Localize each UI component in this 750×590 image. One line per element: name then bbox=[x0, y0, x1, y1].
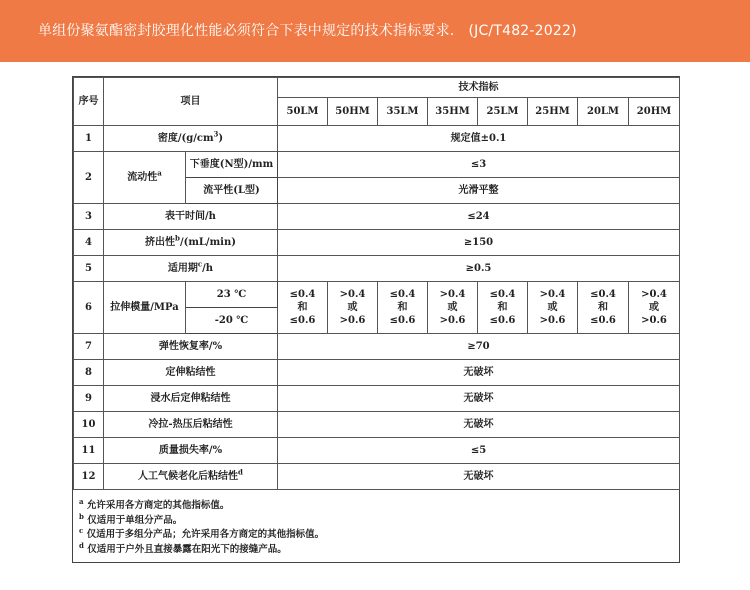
modulus-line: ≤0.6 bbox=[389, 315, 416, 326]
table-row bbox=[74, 126, 680, 152]
modulus-line: 或 bbox=[447, 302, 458, 313]
modulus-line: ≤0.4 bbox=[489, 289, 516, 300]
row-value: ≤3 bbox=[278, 152, 680, 178]
row-no: 7 bbox=[74, 334, 104, 360]
modulus-line: 和 bbox=[497, 302, 508, 313]
header-no: 序号 bbox=[74, 78, 104, 126]
row-item: 弹性恢复率/% bbox=[104, 334, 278, 360]
row-no: 11 bbox=[74, 438, 104, 464]
row-value: 无破坏 bbox=[278, 464, 680, 490]
row-no: 6 bbox=[74, 282, 104, 334]
row-value: 无破坏 bbox=[278, 360, 680, 386]
table-notes bbox=[79, 496, 669, 557]
modulus-line: ≤0.6 bbox=[590, 315, 616, 326]
header-tech: 技术指标 bbox=[278, 78, 680, 98]
row-temp: -20 ℃ bbox=[186, 308, 278, 334]
row-temp: 23 ℃ bbox=[186, 282, 278, 308]
table-row bbox=[74, 464, 680, 490]
note-text: 允许采用各方商定的其他指标值。 bbox=[86, 500, 230, 511]
row-subitem: 下垂度(N型)/mm bbox=[186, 152, 278, 178]
modulus-line: ≤0.4 bbox=[389, 289, 416, 300]
row-item-sup: b bbox=[175, 233, 180, 243]
note-text: 仅适用于户外且直接暴露在阳光下的接缝产品。 bbox=[87, 543, 287, 555]
note-line bbox=[79, 525, 669, 543]
row-item-end: /(mL/min) bbox=[179, 237, 236, 248]
row-item: 定伸粘结性 bbox=[104, 360, 278, 386]
header-row-1 bbox=[74, 78, 680, 98]
grade-cell: 35LM bbox=[378, 98, 428, 126]
table-row bbox=[74, 204, 680, 230]
table-row bbox=[74, 152, 680, 178]
modulus-line: >0.4 bbox=[539, 289, 566, 300]
table-row bbox=[74, 412, 680, 438]
row-value: ≤5 bbox=[278, 438, 680, 464]
note-text: 仅适用于单组分产品。 bbox=[87, 514, 183, 526]
row-no: 8 bbox=[74, 360, 104, 386]
row-no: 3 bbox=[74, 204, 104, 230]
modulus-line: >0.6 bbox=[339, 315, 366, 326]
table-row bbox=[74, 438, 680, 464]
grade-cell: 50HM bbox=[328, 98, 378, 126]
row-no: 2 bbox=[74, 152, 104, 204]
modulus-line: >0.6 bbox=[641, 315, 667, 326]
note-mark: c bbox=[79, 525, 84, 535]
row-no: 5 bbox=[74, 256, 104, 282]
note-mark: a bbox=[79, 496, 84, 506]
row-value: ≥150 bbox=[278, 230, 680, 256]
row-item-text: 适用期 bbox=[167, 263, 198, 274]
grade-cell: 25HM bbox=[528, 98, 578, 126]
note-line bbox=[79, 511, 669, 529]
row-item bbox=[104, 152, 186, 204]
modulus-line: 或 bbox=[547, 302, 558, 313]
row-item-sup: d bbox=[238, 467, 243, 477]
grade-cell: 20LM bbox=[578, 98, 629, 126]
row-value: 光滑平整 bbox=[278, 178, 680, 204]
row-item-text: 人工气候老化后粘结性 bbox=[138, 471, 239, 482]
grade-cell: 20HM bbox=[629, 98, 680, 126]
row-subitem: 流平性(L型) bbox=[186, 178, 278, 204]
modulus-line: ≤0.4 bbox=[590, 289, 616, 300]
grade-cell: 50LM bbox=[278, 98, 328, 126]
note-mark: b bbox=[79, 511, 84, 521]
row-value: 无破坏 bbox=[278, 412, 680, 438]
row-item-end: ) bbox=[218, 133, 224, 144]
row-item bbox=[104, 230, 278, 256]
table-row bbox=[74, 230, 680, 256]
table-row bbox=[74, 256, 680, 282]
note-mark: d bbox=[79, 540, 84, 550]
row-item: 质量损失率/% bbox=[104, 438, 278, 464]
row-value: 无破坏 bbox=[278, 386, 680, 412]
modulus-lm bbox=[478, 282, 528, 334]
row-no: 1 bbox=[74, 126, 104, 152]
row-item bbox=[104, 126, 278, 152]
note-text: 仅适用于多组分产品；允许采用各方商定的其他指标值。 bbox=[86, 529, 325, 540]
row-value: ≥70 bbox=[278, 334, 680, 360]
row-item-text: 挤出性 bbox=[145, 237, 176, 248]
modulus-line: ≤0.6 bbox=[289, 315, 316, 326]
modulus-line: 或 bbox=[347, 302, 358, 313]
grade-cell: 35HM bbox=[428, 98, 478, 126]
modulus-hm bbox=[629, 282, 680, 334]
modulus-line: ≤0.6 bbox=[489, 315, 516, 326]
modulus-line: ≤0.4 bbox=[289, 289, 316, 300]
table-row bbox=[74, 282, 680, 308]
row-value: ≥0.5 bbox=[278, 256, 680, 282]
modulus-line: >0.6 bbox=[439, 315, 466, 326]
note-line bbox=[79, 540, 669, 558]
modulus-line: 或 bbox=[649, 302, 659, 313]
modulus-line: >0.4 bbox=[641, 289, 667, 300]
row-item-sup: 3 bbox=[213, 129, 219, 139]
row-value: ≤24 bbox=[278, 204, 680, 230]
modulus-line: >0.6 bbox=[539, 315, 566, 326]
modulus-line: 和 bbox=[598, 302, 608, 313]
modulus-hm bbox=[528, 282, 578, 334]
row-item bbox=[104, 256, 278, 282]
row-item bbox=[104, 464, 278, 490]
banner-standard: (JC/T482-2022) bbox=[468, 23, 577, 39]
header-banner bbox=[0, 0, 750, 62]
modulus-lm bbox=[378, 282, 428, 334]
modulus-lm bbox=[278, 282, 328, 334]
row-item-text: 流动性 bbox=[127, 172, 158, 183]
table-row bbox=[74, 334, 680, 360]
grade-cell: 25LM bbox=[478, 98, 528, 126]
row-no: 4 bbox=[74, 230, 104, 256]
row-item-text: 密度/(g/cm bbox=[157, 133, 214, 144]
row-item-sup: c bbox=[197, 259, 203, 269]
row-value: 规定值±0.1 bbox=[278, 126, 680, 152]
banner-title: 单组份聚氨酯密封胶理化性能必须符合下表中规定的技术指标要求. bbox=[38, 23, 455, 39]
modulus-hm bbox=[428, 282, 478, 334]
spec-sheet bbox=[72, 76, 680, 563]
row-item-sup: a bbox=[157, 168, 162, 178]
row-item: 拉伸模量/MPa bbox=[104, 282, 186, 334]
row-no: 10 bbox=[74, 412, 104, 438]
row-item: 冷拉-热压后粘结性 bbox=[104, 412, 278, 438]
modulus-hm bbox=[328, 282, 378, 334]
row-item-end: /h bbox=[202, 263, 214, 274]
table-row bbox=[74, 386, 680, 412]
modulus-lm bbox=[578, 282, 629, 334]
table-row bbox=[74, 360, 680, 386]
note-line bbox=[79, 496, 669, 514]
row-item: 浸水后定伸粘结性 bbox=[104, 386, 278, 412]
row-item: 表干时间/h bbox=[104, 204, 278, 230]
row-no: 9 bbox=[74, 386, 104, 412]
modulus-line: >0.4 bbox=[439, 289, 466, 300]
modulus-line: 和 bbox=[297, 302, 308, 313]
modulus-line: 和 bbox=[397, 302, 408, 313]
header-item: 项目 bbox=[104, 78, 278, 126]
spec-table bbox=[73, 77, 680, 490]
row-no: 12 bbox=[74, 464, 104, 490]
modulus-line: >0.4 bbox=[339, 289, 366, 300]
